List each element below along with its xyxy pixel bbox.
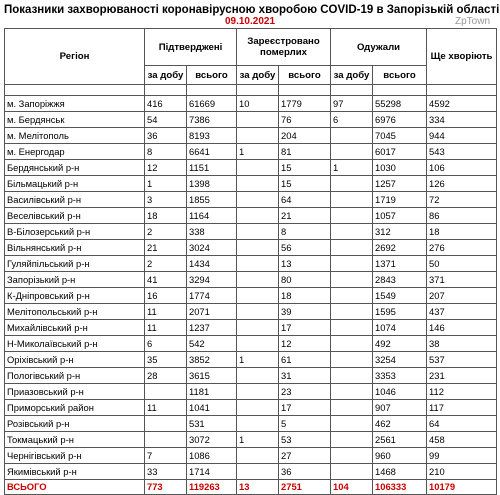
- value-cell: 41: [145, 272, 187, 288]
- region-cell: Бердянський р-н: [5, 160, 145, 176]
- value-cell: [331, 128, 373, 144]
- value-cell: 17: [279, 400, 331, 416]
- value-cell: 53: [279, 432, 331, 448]
- value-cell: 1774: [187, 288, 237, 304]
- value-cell: 1086: [187, 448, 237, 464]
- value-cell: 72: [427, 192, 497, 208]
- value-cell: 31: [279, 368, 331, 384]
- value-cell: 2: [145, 256, 187, 272]
- total-label: ВСЬОГО: [5, 480, 145, 495]
- table-row: [5, 368, 497, 384]
- value-cell: 3072: [187, 432, 237, 448]
- value-cell: 437: [427, 304, 497, 320]
- value-cell: 2843: [373, 272, 427, 288]
- table-row: [5, 384, 497, 400]
- value-cell: [237, 128, 279, 144]
- region-cell: Чернігівський р-н: [5, 448, 145, 464]
- report-date: 09.10.2021: [224, 16, 276, 27]
- value-cell: 55298: [373, 96, 427, 112]
- region-cell: Розівський р-н: [5, 416, 145, 432]
- value-cell: 1: [237, 432, 279, 448]
- region-cell: м. Енергодар: [5, 144, 145, 160]
- header-confirmed-per-day: за добу: [145, 66, 187, 85]
- value-cell: 3024: [187, 240, 237, 256]
- value-cell: 13: [279, 256, 331, 272]
- value-cell: 1549: [373, 288, 427, 304]
- value-cell: 23: [279, 384, 331, 400]
- value-cell: 204: [279, 128, 331, 144]
- value-cell: 11: [145, 400, 187, 416]
- value-cell: 542: [187, 336, 237, 352]
- value-cell: 492: [373, 336, 427, 352]
- region-cell: м. Мелітополь: [5, 128, 145, 144]
- value-cell: 61669: [187, 96, 237, 112]
- value-cell: [237, 368, 279, 384]
- table-row: [5, 464, 497, 480]
- value-cell: 27: [279, 448, 331, 464]
- value-cell: 11: [145, 304, 187, 320]
- value-cell: 1468: [373, 464, 427, 480]
- value-cell: 112: [427, 384, 497, 400]
- value-cell: 1: [145, 176, 187, 192]
- table-row: [5, 240, 497, 256]
- value-cell: 907: [373, 400, 427, 416]
- value-cell: 1855: [187, 192, 237, 208]
- table-row: [5, 320, 497, 336]
- value-cell: 106: [427, 160, 497, 176]
- region-cell: Приазовський р-н: [5, 384, 145, 400]
- value-cell: 3353: [373, 368, 427, 384]
- value-cell: 1714: [187, 464, 237, 480]
- total-value: 13: [237, 480, 279, 495]
- value-cell: 2: [145, 224, 187, 240]
- covid-stats-table: [4, 28, 497, 495]
- value-cell: 207: [427, 288, 497, 304]
- value-cell: 3852: [187, 352, 237, 368]
- value-cell: 56: [279, 240, 331, 256]
- value-cell: [331, 224, 373, 240]
- header-confirmed-total: всього: [187, 66, 237, 85]
- table-row: [5, 336, 497, 352]
- value-cell: 18: [279, 288, 331, 304]
- region-cell: Веселівський р-н: [5, 208, 145, 224]
- value-cell: 16: [145, 288, 187, 304]
- value-cell: [237, 224, 279, 240]
- value-cell: 458: [427, 432, 497, 448]
- region-cell: м. Запоріжжя: [5, 96, 145, 112]
- value-cell: 11: [145, 320, 187, 336]
- table-row: [5, 448, 497, 464]
- value-cell: 28: [145, 368, 187, 384]
- value-cell: [331, 432, 373, 448]
- value-cell: [237, 176, 279, 192]
- value-cell: 81: [279, 144, 331, 160]
- region-cell: Якимівський р-н: [5, 464, 145, 480]
- value-cell: [237, 448, 279, 464]
- value-cell: 1181: [187, 384, 237, 400]
- value-cell: 1257: [373, 176, 427, 192]
- value-cell: 1074: [373, 320, 427, 336]
- value-cell: 3615: [187, 368, 237, 384]
- value-cell: 1595: [373, 304, 427, 320]
- table-body: [5, 85, 497, 495]
- table-row: [5, 208, 497, 224]
- value-cell: 15: [279, 176, 331, 192]
- region-cell: В-Білозерський р-н: [5, 224, 145, 240]
- value-cell: 2071: [187, 304, 237, 320]
- value-cell: 2561: [373, 432, 427, 448]
- table-row: [5, 432, 497, 448]
- spacer-row: [5, 85, 497, 96]
- value-cell: 338: [187, 224, 237, 240]
- value-cell: 7: [145, 448, 187, 464]
- value-cell: 2692: [373, 240, 427, 256]
- value-cell: [237, 416, 279, 432]
- header-confirmed: Підтверджені: [145, 29, 237, 66]
- value-cell: [237, 208, 279, 224]
- value-cell: [331, 368, 373, 384]
- value-cell: [331, 384, 373, 400]
- value-cell: [237, 288, 279, 304]
- region-cell: Пологівський р-н: [5, 368, 145, 384]
- table-row: [5, 304, 497, 320]
- value-cell: 7386: [187, 112, 237, 128]
- value-cell: 7045: [373, 128, 427, 144]
- value-cell: [331, 320, 373, 336]
- value-cell: 462: [373, 416, 427, 432]
- table-row: [5, 272, 497, 288]
- total-value: 119263: [187, 480, 237, 495]
- value-cell: [237, 192, 279, 208]
- value-cell: [331, 416, 373, 432]
- value-cell: 960: [373, 448, 427, 464]
- value-cell: 18: [145, 208, 187, 224]
- page-title: Показники захворюваності коронавірусною хворобою COVID-19 в Запорізькій області: [4, 4, 500, 16]
- value-cell: 21: [145, 240, 187, 256]
- value-cell: 61: [279, 352, 331, 368]
- value-cell: 531: [187, 416, 237, 432]
- value-cell: 146: [427, 320, 497, 336]
- value-cell: 231: [427, 368, 497, 384]
- total-value: 773: [145, 480, 187, 495]
- region-cell: Токмацький р-н: [5, 432, 145, 448]
- value-cell: [145, 384, 187, 400]
- value-cell: 944: [427, 128, 497, 144]
- value-cell: [237, 160, 279, 176]
- table-row: [5, 144, 497, 160]
- value-cell: [331, 336, 373, 352]
- value-cell: 1371: [373, 256, 427, 272]
- region-cell: Гуляйпільський р-н: [5, 256, 145, 272]
- header-active: Ще хворіють: [427, 29, 497, 85]
- region-cell: Вільнянський р-н: [5, 240, 145, 256]
- value-cell: 1: [237, 352, 279, 368]
- region-cell: К-Дніпровський р-н: [5, 288, 145, 304]
- value-cell: 17: [279, 320, 331, 336]
- value-cell: [331, 208, 373, 224]
- value-cell: 33: [145, 464, 187, 480]
- table-row: [5, 288, 497, 304]
- table-row: [5, 224, 497, 240]
- value-cell: [237, 272, 279, 288]
- header-recovered: Одужали: [331, 29, 427, 66]
- total-value: 2751: [279, 480, 331, 495]
- total-value: 10179: [427, 480, 497, 495]
- value-cell: 6641: [187, 144, 237, 160]
- value-cell: 15: [279, 160, 331, 176]
- region-cell: Мелітопольський р-н: [5, 304, 145, 320]
- total-value: 104: [331, 480, 373, 495]
- value-cell: [331, 192, 373, 208]
- value-cell: 38: [427, 336, 497, 352]
- watermark: ZpTown: [454, 16, 490, 27]
- value-cell: 1: [237, 144, 279, 160]
- value-cell: 6: [331, 112, 373, 128]
- value-cell: 1237: [187, 320, 237, 336]
- header-recovered-per-day: за добу: [331, 66, 373, 85]
- value-cell: 8: [145, 144, 187, 160]
- header-recovered-total: всього: [373, 66, 427, 85]
- region-cell: Оріхівський р-н: [5, 352, 145, 368]
- value-cell: [331, 144, 373, 160]
- value-cell: 3254: [373, 352, 427, 368]
- value-cell: 8: [279, 224, 331, 240]
- value-cell: [331, 304, 373, 320]
- value-cell: 1434: [187, 256, 237, 272]
- region-cell: Василівський р-н: [5, 192, 145, 208]
- total-value: 106333: [373, 480, 427, 495]
- header-deaths: Зареєстровано померлих: [237, 29, 331, 66]
- value-cell: 1: [331, 160, 373, 176]
- value-cell: 80: [279, 272, 331, 288]
- value-cell: 99: [427, 448, 497, 464]
- value-cell: [331, 272, 373, 288]
- header-region: Регіон: [5, 29, 145, 85]
- value-cell: 210: [427, 464, 497, 480]
- value-cell: [237, 112, 279, 128]
- table-row: [5, 176, 497, 192]
- value-cell: 12: [145, 160, 187, 176]
- value-cell: 5: [279, 416, 331, 432]
- value-cell: [237, 464, 279, 480]
- value-cell: [145, 432, 187, 448]
- value-cell: [331, 448, 373, 464]
- value-cell: [237, 256, 279, 272]
- value-cell: 276: [427, 240, 497, 256]
- value-cell: 371: [427, 272, 497, 288]
- value-cell: 312: [373, 224, 427, 240]
- value-cell: [145, 416, 187, 432]
- value-cell: [331, 256, 373, 272]
- value-cell: [237, 400, 279, 416]
- value-cell: 537: [427, 352, 497, 368]
- region-cell: Приморський район: [5, 400, 145, 416]
- table-row: [5, 128, 497, 144]
- total-row: [5, 480, 497, 495]
- value-cell: 10: [237, 96, 279, 112]
- value-cell: 76: [279, 112, 331, 128]
- value-cell: 6976: [373, 112, 427, 128]
- region-cell: Н-Миколаївський р-н: [5, 336, 145, 352]
- table-row: [5, 96, 497, 112]
- value-cell: [331, 464, 373, 480]
- value-cell: 97: [331, 96, 373, 112]
- region-cell: м. Бердянськ: [5, 112, 145, 128]
- header-deaths-per-day: за добу: [237, 66, 279, 85]
- value-cell: 6017: [373, 144, 427, 160]
- value-cell: 3294: [187, 272, 237, 288]
- value-cell: [331, 352, 373, 368]
- value-cell: 12: [279, 336, 331, 352]
- header-row-top: [5, 29, 497, 66]
- value-cell: 50: [427, 256, 497, 272]
- table-row: [5, 416, 497, 432]
- value-cell: 1041: [187, 400, 237, 416]
- table-row: [5, 256, 497, 272]
- value-cell: 334: [427, 112, 497, 128]
- value-cell: 4592: [427, 96, 497, 112]
- value-cell: [237, 240, 279, 256]
- value-cell: 18: [427, 224, 497, 240]
- value-cell: 1057: [373, 208, 427, 224]
- table-row: [5, 400, 497, 416]
- value-cell: [237, 336, 279, 352]
- value-cell: 1030: [373, 160, 427, 176]
- value-cell: 1151: [187, 160, 237, 176]
- value-cell: 21: [279, 208, 331, 224]
- region-cell: Михайлівський р-н: [5, 320, 145, 336]
- region-cell: Більмацький р-н: [5, 176, 145, 192]
- value-cell: 1719: [373, 192, 427, 208]
- value-cell: 64: [427, 416, 497, 432]
- value-cell: [237, 304, 279, 320]
- value-cell: 39: [279, 304, 331, 320]
- value-cell: 117: [427, 400, 497, 416]
- value-cell: [331, 400, 373, 416]
- value-cell: [331, 288, 373, 304]
- header-deaths-total: всього: [279, 66, 331, 85]
- table-row: [5, 112, 497, 128]
- value-cell: [331, 240, 373, 256]
- value-cell: 1398: [187, 176, 237, 192]
- value-cell: 8193: [187, 128, 237, 144]
- value-cell: 36: [279, 464, 331, 480]
- value-cell: 126: [427, 176, 497, 192]
- value-cell: 1046: [373, 384, 427, 400]
- value-cell: 36: [145, 128, 187, 144]
- value-cell: 416: [145, 96, 187, 112]
- value-cell: [237, 384, 279, 400]
- value-cell: [237, 320, 279, 336]
- table-row: [5, 160, 497, 176]
- value-cell: [331, 176, 373, 192]
- value-cell: 1164: [187, 208, 237, 224]
- value-cell: 6: [145, 336, 187, 352]
- value-cell: 54: [145, 112, 187, 128]
- value-cell: 543: [427, 144, 497, 160]
- value-cell: 35: [145, 352, 187, 368]
- value-cell: 64: [279, 192, 331, 208]
- value-cell: 3: [145, 192, 187, 208]
- value-cell: 1779: [279, 96, 331, 112]
- value-cell: 86: [427, 208, 497, 224]
- table-row: [5, 192, 497, 208]
- region-cell: Запорізький р-н: [5, 272, 145, 288]
- table-row: [5, 352, 497, 368]
